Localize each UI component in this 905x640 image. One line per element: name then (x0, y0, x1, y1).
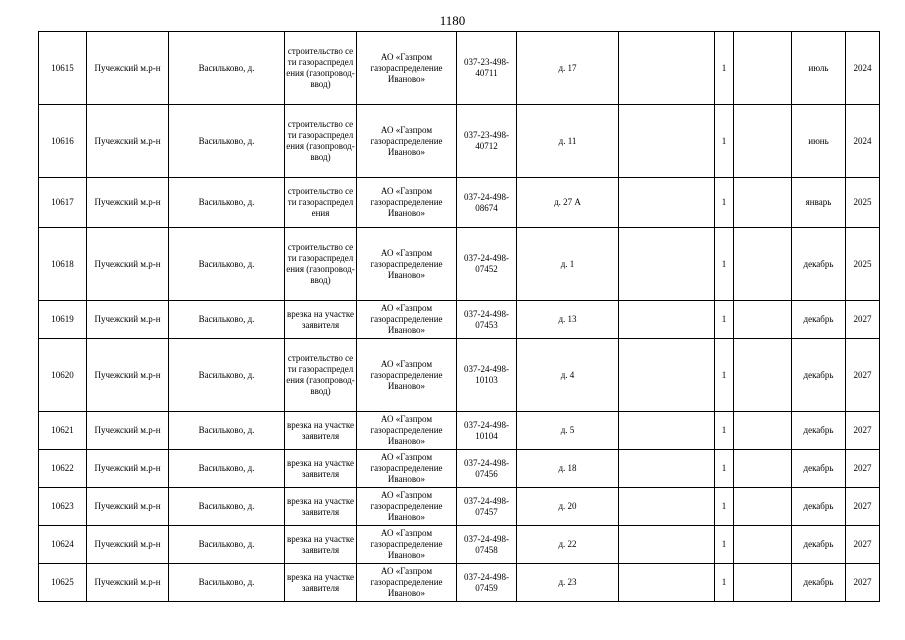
count-cell: 1 (715, 178, 734, 228)
address-cell: д. 1 (517, 228, 619, 301)
settlement-cell: Васильково, д. (169, 412, 285, 450)
month-cell: декабрь (792, 228, 846, 301)
application-code-cell: 037-23-498-40711 (457, 32, 517, 105)
empty-cell (619, 228, 715, 301)
year-cell: 2027 (846, 301, 880, 339)
application-code-cell: 037-24-498-07452 (457, 228, 517, 301)
empty-cell (619, 301, 715, 339)
row-number-cell: 10619 (39, 301, 87, 339)
application-code-cell: 037-24-498-07458 (457, 526, 517, 564)
count-cell: 1 (715, 32, 734, 105)
month-cell: июль (792, 32, 846, 105)
address-cell: д. 23 (517, 564, 619, 602)
settlement-cell: Васильково, д. (169, 301, 285, 339)
address-cell: д. 22 (517, 526, 619, 564)
month-cell: июнь (792, 105, 846, 178)
table-row (39, 339, 880, 412)
row-number-cell: 10622 (39, 450, 87, 488)
district-cell: Пучежский м.р-н (87, 228, 169, 301)
work-type-cell: строительство сети газораспределения (285, 178, 357, 228)
year-cell: 2027 (846, 488, 880, 526)
gas-connection-table (38, 31, 880, 602)
row-number-cell: 10621 (39, 412, 87, 450)
table-row (39, 412, 880, 450)
settlement-cell: Васильково, д. (169, 450, 285, 488)
district-cell: Пучежский м.р-н (87, 301, 169, 339)
application-code-cell: 037-24-498-07459 (457, 564, 517, 602)
work-type-cell: строительство сети газораспределения (газопровод-ввод) (285, 339, 357, 412)
year-cell: 2024 (846, 32, 880, 105)
row-number-cell: 10617 (39, 178, 87, 228)
month-cell: декабрь (792, 564, 846, 602)
table-row (39, 526, 880, 564)
empty-cell (734, 488, 792, 526)
empty-cell (734, 412, 792, 450)
organization-cell: АО «Газпром газораспределение Иваново» (357, 178, 457, 228)
row-number-cell: 10625 (39, 564, 87, 602)
count-cell: 1 (715, 105, 734, 178)
work-type-cell: врезка на участке заявителя (285, 450, 357, 488)
application-code-cell: 037-24-498-07457 (457, 488, 517, 526)
organization-cell: АО «Газпром газораспределение Иваново» (357, 339, 457, 412)
district-cell: Пучежский м.р-н (87, 450, 169, 488)
table-row (39, 105, 880, 178)
settlement-cell: Васильково, д. (169, 488, 285, 526)
district-cell: Пучежский м.р-н (87, 526, 169, 564)
year-cell: 2025 (846, 228, 880, 301)
year-cell: 2027 (846, 339, 880, 412)
year-cell: 2027 (846, 564, 880, 602)
table-row (39, 32, 880, 105)
organization-cell: АО «Газпром газораспределение Иваново» (357, 412, 457, 450)
empty-cell (734, 105, 792, 178)
empty-cell (619, 564, 715, 602)
row-number-cell: 10620 (39, 339, 87, 412)
month-cell: декабрь (792, 450, 846, 488)
address-cell: д. 20 (517, 488, 619, 526)
empty-cell (619, 412, 715, 450)
count-cell: 1 (715, 450, 734, 488)
district-cell: Пучежский м.р-н (87, 412, 169, 450)
table-row (39, 564, 880, 602)
empty-cell (734, 178, 792, 228)
count-cell: 1 (715, 564, 734, 602)
table-row (39, 178, 880, 228)
month-cell: декабрь (792, 488, 846, 526)
application-code-cell: 037-24-498-10104 (457, 412, 517, 450)
year-cell: 2027 (846, 526, 880, 564)
organization-cell: АО «Газпром газораспределение Иваново» (357, 564, 457, 602)
work-type-cell: врезка на участке заявителя (285, 412, 357, 450)
work-type-cell: врезка на участке заявителя (285, 564, 357, 602)
settlement-cell: Васильково, д. (169, 564, 285, 602)
work-type-cell: строительство сети газораспределения (газопровод-ввод) (285, 105, 357, 178)
table-row (39, 301, 880, 339)
count-cell: 1 (715, 301, 734, 339)
district-cell: Пучежский м.р-н (87, 339, 169, 412)
application-code-cell: 037-24-498-08674 (457, 178, 517, 228)
organization-cell: АО «Газпром газораспределение Иваново» (357, 301, 457, 339)
empty-cell (619, 105, 715, 178)
empty-cell (619, 339, 715, 412)
empty-cell (734, 526, 792, 564)
count-cell: 1 (715, 526, 734, 564)
empty-cell (619, 450, 715, 488)
table-row (39, 450, 880, 488)
district-cell: Пучежский м.р-н (87, 32, 169, 105)
empty-cell (734, 228, 792, 301)
empty-cell (734, 450, 792, 488)
month-cell: декабрь (792, 301, 846, 339)
organization-cell: АО «Газпром газораспределение Иваново» (357, 228, 457, 301)
year-cell: 2025 (846, 178, 880, 228)
organization-cell: АО «Газпром газораспределение Иваново» (357, 32, 457, 105)
empty-cell (734, 339, 792, 412)
organization-cell: АО «Газпром газораспределение Иваново» (357, 450, 457, 488)
empty-cell (734, 32, 792, 105)
row-number-cell: 10615 (39, 32, 87, 105)
settlement-cell: Васильково, д. (169, 178, 285, 228)
district-cell: Пучежский м.р-н (87, 564, 169, 602)
application-code-cell: 037-24-498-10103 (457, 339, 517, 412)
year-cell: 2027 (846, 412, 880, 450)
organization-cell: АО «Газпром газораспределение Иваново» (357, 488, 457, 526)
address-cell: д. 18 (517, 450, 619, 488)
count-cell: 1 (715, 488, 734, 526)
application-code-cell: 037-24-498-07453 (457, 301, 517, 339)
organization-cell: АО «Газпром газораспределение Иваново» (357, 526, 457, 564)
row-number-cell: 10624 (39, 526, 87, 564)
district-cell: Пучежский м.р-н (87, 488, 169, 526)
settlement-cell: Васильково, д. (169, 526, 285, 564)
count-cell: 1 (715, 228, 734, 301)
district-cell: Пучежский м.р-н (87, 105, 169, 178)
empty-cell (619, 32, 715, 105)
row-number-cell: 10616 (39, 105, 87, 178)
count-cell: 1 (715, 412, 734, 450)
work-type-cell: строительство сети газораспределения (газопровод-ввод) (285, 32, 357, 105)
work-type-cell: врезка на участке заявителя (285, 526, 357, 564)
application-code-cell: 037-24-498-07456 (457, 450, 517, 488)
address-cell: д. 4 (517, 339, 619, 412)
month-cell: декабрь (792, 412, 846, 450)
settlement-cell: Васильково, д. (169, 32, 285, 105)
address-cell: д. 5 (517, 412, 619, 450)
page-number: 1180 (439, 13, 466, 28)
work-type-cell: врезка на участке заявителя (285, 488, 357, 526)
empty-cell (734, 564, 792, 602)
table-row (39, 488, 880, 526)
row-number-cell: 10618 (39, 228, 87, 301)
address-cell: д. 17 (517, 32, 619, 105)
empty-cell (619, 526, 715, 564)
year-cell: 2024 (846, 105, 880, 178)
district-cell: Пучежский м.р-н (87, 178, 169, 228)
work-type-cell: строительство сети газораспределения (газопровод-ввод) (285, 228, 357, 301)
empty-cell (619, 178, 715, 228)
empty-cell (619, 488, 715, 526)
settlement-cell: Васильково, д. (169, 228, 285, 301)
row-number-cell: 10623 (39, 488, 87, 526)
work-type-cell: врезка на участке заявителя (285, 301, 357, 339)
settlement-cell: Васильково, д. (169, 339, 285, 412)
month-cell: декабрь (792, 339, 846, 412)
settlement-cell: Васильково, д. (169, 105, 285, 178)
address-cell: д. 13 (517, 301, 619, 339)
empty-cell (734, 301, 792, 339)
address-cell: д. 27 А (517, 178, 619, 228)
month-cell: январь (792, 178, 846, 228)
count-cell: 1 (715, 339, 734, 412)
address-cell: д. 11 (517, 105, 619, 178)
table-row (39, 228, 880, 301)
month-cell: декабрь (792, 526, 846, 564)
organization-cell: АО «Газпром газораспределение Иваново» (357, 105, 457, 178)
application-code-cell: 037-23-498-40712 (457, 105, 517, 178)
year-cell: 2027 (846, 450, 880, 488)
